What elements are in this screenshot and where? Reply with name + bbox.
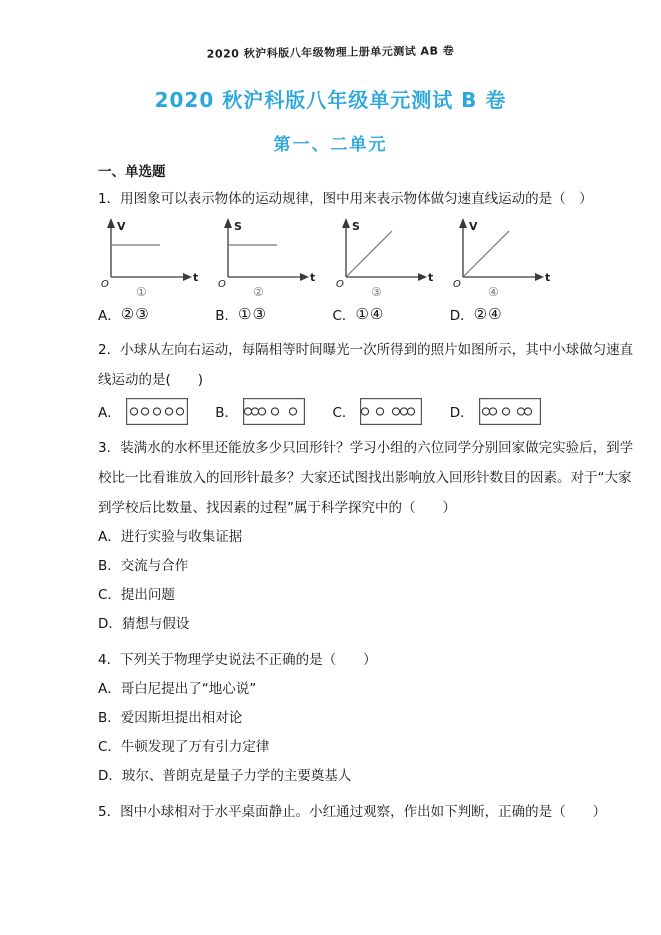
ball-dot bbox=[289, 407, 296, 414]
question-1-graphs bbox=[98, 215, 567, 299]
question-3-options bbox=[98, 523, 567, 639]
motion-graph-svg bbox=[333, 215, 433, 299]
page-subtitle: 第一、二单元 bbox=[273, 135, 388, 155]
ball-dot bbox=[176, 407, 183, 414]
y-axis-label: V bbox=[468, 220, 478, 233]
question-2-options bbox=[98, 397, 567, 425]
question-1-options bbox=[98, 301, 567, 327]
ball-dot bbox=[377, 407, 384, 414]
graph-number-tag: ④ bbox=[487, 285, 499, 299]
answer-option bbox=[333, 304, 450, 324]
answer-option: A．进行实验与收集证据 bbox=[98, 529, 243, 545]
ball-dot bbox=[524, 407, 531, 414]
origin-label: O bbox=[452, 279, 461, 290]
ball-dot bbox=[244, 407, 251, 414]
strobe-photo-svg bbox=[126, 398, 188, 425]
y-axis-label: S bbox=[351, 220, 360, 233]
strobe-answer-option bbox=[98, 398, 215, 425]
option-label: C． bbox=[332, 405, 356, 421]
answer-option bbox=[98, 304, 215, 324]
ball-dot bbox=[153, 407, 160, 414]
question-4-text: 4．下列关于物理学史说法不正确的是（ ） bbox=[98, 652, 377, 668]
ball-dot bbox=[258, 407, 265, 414]
graph-number-tag: ① bbox=[136, 285, 147, 299]
y-axis-label: V bbox=[117, 220, 126, 233]
ball-dot bbox=[271, 407, 278, 414]
motion-graph-svg bbox=[98, 215, 198, 299]
answer-option bbox=[450, 304, 567, 324]
option-value: ②③ bbox=[120, 305, 150, 323]
question-5 bbox=[98, 797, 607, 827]
option-label: D． bbox=[449, 405, 474, 421]
answer-option bbox=[215, 304, 332, 324]
origin-label: O bbox=[101, 279, 109, 290]
origin-label: O bbox=[218, 279, 227, 290]
option-label: A． bbox=[98, 308, 121, 324]
answer-option: B．交流与合作 bbox=[98, 558, 189, 574]
question-2-text-line: 2．小球从左向右运动，每隔相等时间曝光一次所得到的照片如图所示，其中小球做匀速直 bbox=[98, 342, 634, 358]
x-axis-label: t bbox=[193, 271, 198, 284]
option-label: D． bbox=[449, 308, 474, 324]
question-3-text-line: 到学校后比数量、找因素的过程”属于科学探究中的（ ） bbox=[98, 500, 456, 516]
y-axis-arrow-icon bbox=[107, 218, 115, 228]
graph-number-tag: ③ bbox=[370, 285, 382, 299]
ball-dot bbox=[165, 407, 172, 414]
motion-graph-svg bbox=[215, 215, 315, 299]
x-axis-arrow-icon bbox=[418, 273, 427, 281]
strobe-answer-option bbox=[215, 398, 332, 425]
option-value: ②④ bbox=[473, 305, 503, 323]
question-1-text: 1．用图象可以表示物体的运动规律，图中用来表示物体做匀速直线运动的是（ ） bbox=[98, 191, 593, 207]
question-3-text-line: 3．装满水的水杯里还能放多少只回形针？学习小组的六位同学分别回家做完实验后，到学 bbox=[98, 440, 634, 456]
option-value: ①③ bbox=[238, 305, 267, 323]
header-watermark: 2020 秋沪科版八年级物理上册单元测试 AB 卷 bbox=[206, 44, 455, 61]
x-axis-label: t bbox=[310, 271, 316, 284]
x-axis-arrow-icon bbox=[183, 273, 192, 281]
x-axis-label: t bbox=[427, 271, 433, 284]
strobe-photo-svg bbox=[479, 398, 541, 425]
answer-option: A．哥白尼提出了“地心说” bbox=[98, 681, 257, 697]
ball-dot bbox=[141, 407, 148, 414]
y-axis-arrow-icon bbox=[342, 218, 350, 228]
ball-dot bbox=[517, 407, 524, 414]
ball-dot bbox=[362, 407, 369, 414]
strobe-answer-option bbox=[333, 398, 450, 425]
answer-option: D．玻尔、普朗克是量子力学的主要奠基人 bbox=[98, 768, 352, 784]
question-2-text-line: 线运动的是( ) bbox=[98, 372, 204, 388]
x-axis-arrow-icon bbox=[535, 273, 544, 281]
strobe-answer-option bbox=[450, 398, 567, 425]
answer-option: C．牛顿发现了万有引力定律 bbox=[98, 739, 270, 755]
answer-option: D．猜想与假设 bbox=[98, 616, 190, 632]
section-heading: 一、单选题 bbox=[98, 164, 166, 180]
question-4-options bbox=[98, 675, 567, 791]
y-axis-arrow-icon bbox=[224, 218, 232, 228]
y-axis-arrow-icon bbox=[459, 218, 467, 228]
option-label: B． bbox=[215, 405, 239, 421]
motion-graph bbox=[450, 215, 567, 299]
ball-dot bbox=[502, 407, 509, 414]
option-value: ①④ bbox=[355, 305, 385, 323]
y-axis-label: S bbox=[234, 220, 243, 233]
motion-graph bbox=[98, 215, 215, 299]
question-5-text: 5．图中小球相对于水平桌面静止。小红通过观察，作出如下判断，正确的是（ ） bbox=[98, 804, 607, 820]
ball-dot bbox=[489, 407, 496, 414]
page-title: 2020 秋沪科版八年级单元测试 B 卷 bbox=[154, 88, 507, 112]
answer-option: C．提出问题 bbox=[98, 587, 175, 603]
x-axis-arrow-icon bbox=[300, 273, 309, 281]
question-3-text-line: 校比一比看谁放入的回形针最多？大家还试图找出影响放入回形针数目的因素。对于“大家 bbox=[98, 470, 632, 486]
option-label: B． bbox=[215, 308, 239, 324]
motion-graph bbox=[333, 215, 450, 299]
strobe-photo-svg bbox=[360, 398, 422, 425]
ball-dot bbox=[393, 407, 400, 414]
question-3 bbox=[98, 433, 634, 639]
ball-dot bbox=[130, 407, 137, 414]
option-label: A． bbox=[98, 405, 121, 421]
motion-graph-svg bbox=[450, 215, 550, 299]
ball-dot bbox=[251, 407, 258, 414]
graph-number-tag: ② bbox=[253, 285, 265, 299]
motion-graph bbox=[215, 215, 332, 299]
x-axis-label: t bbox=[544, 271, 550, 284]
question-4 bbox=[98, 645, 567, 791]
ball-dot bbox=[482, 407, 489, 414]
ball-dot bbox=[401, 407, 408, 414]
document-body bbox=[98, 161, 634, 827]
strobe-photo-svg bbox=[243, 398, 305, 425]
origin-label: O bbox=[335, 279, 344, 290]
ball-dot bbox=[408, 407, 415, 414]
answer-option: B．爱因斯坦提出相对论 bbox=[98, 710, 243, 726]
option-label: C． bbox=[332, 308, 356, 324]
